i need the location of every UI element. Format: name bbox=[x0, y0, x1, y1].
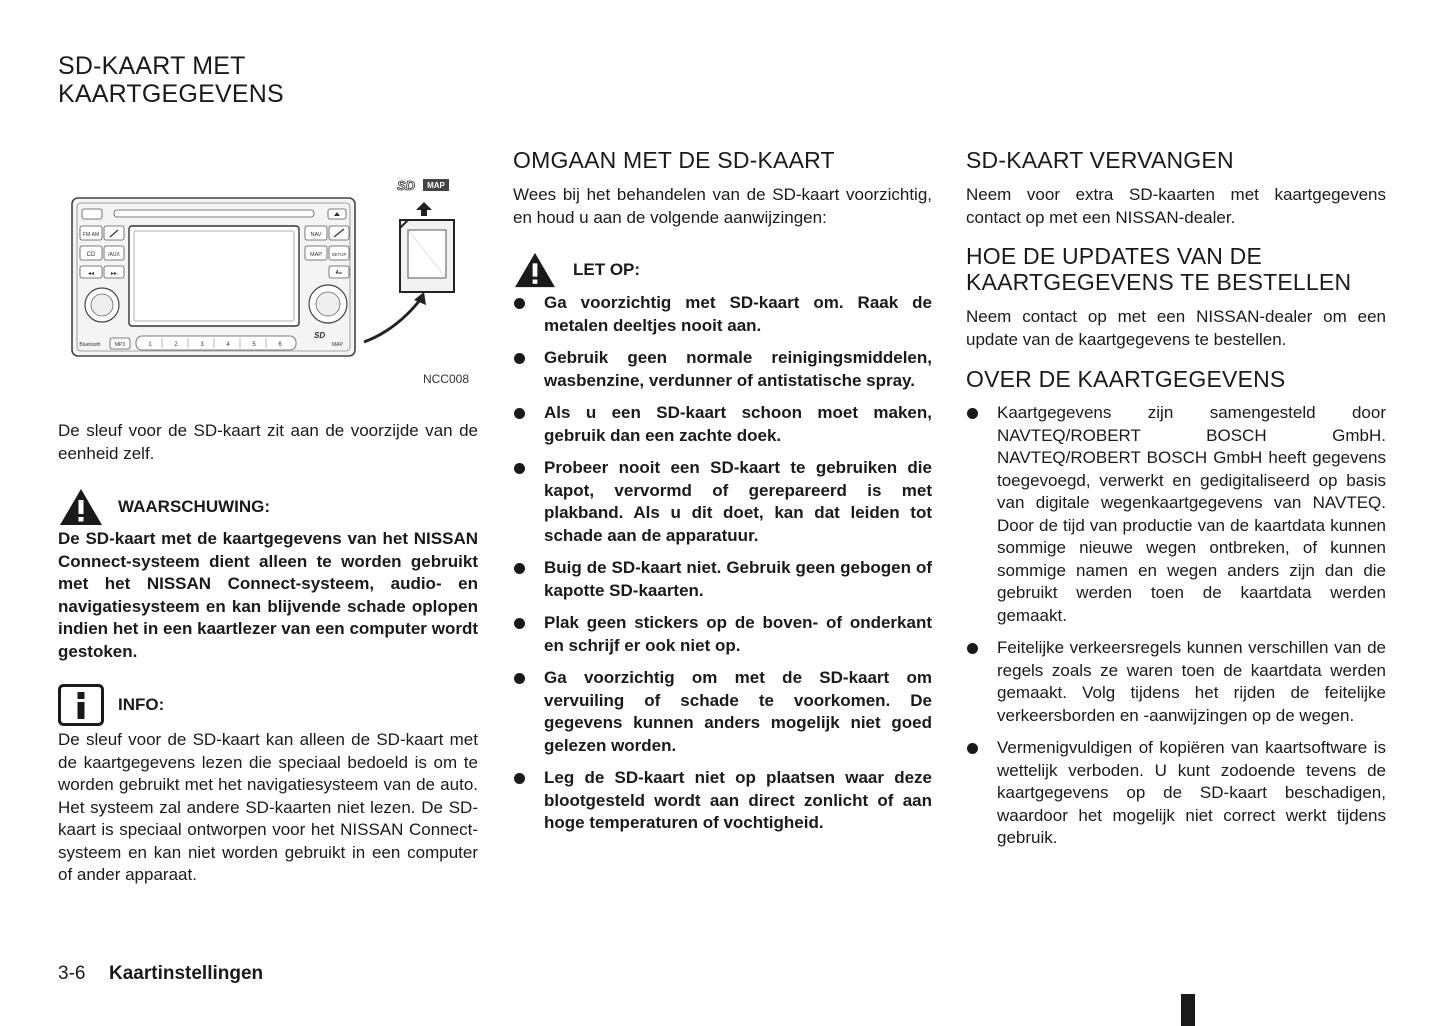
page-title-line2: KAARTGEGEVENS bbox=[58, 80, 284, 108]
preset-2: 2 bbox=[174, 342, 178, 348]
left-intro: De sleuf voor de SD-kaart zit aan de voorzijde van de eenheid zelf. bbox=[58, 421, 478, 463]
preset-5: 5 bbox=[252, 342, 256, 348]
list-item-text: Ga voorzichtig om met de SD-kaart om vervuiling of schade te voorkomen. De gegevens kunnen anders mogelijk niet goed gelezen worden. bbox=[544, 668, 932, 755]
list-item-text: Buig de SD-kaart niet. Gebruik geen gebogen of kapotte SD-kaarten. bbox=[544, 558, 932, 600]
map-button-label: MAP bbox=[310, 252, 322, 258]
updates-heading bbox=[966, 243, 1386, 295]
list-item-text: Feitelijke verkeersregels kunnen verschillen van de regels zoals ze waren toen de kaartdata werden gemaakt. Volg tijdens het rijden de feitelijke verkeersborden en -aanwijzingen op de wegen. bbox=[997, 638, 1386, 725]
curved-arrow-icon bbox=[364, 300, 420, 342]
list-item-text: Kaartgegevens zijn samengesteld door NAVTEQ/ROBERT BOSCH GmbH. NAVTEQ/ROBERT BOSCH GmbH heeft gegevens toegevoegd, verwerkt en gedigitaliseerd op basis van digitale wegenkaartgegevens van NAVTEQ. Door de tijd van productie van de kaartdata kunnen sommige nieuwe wegen ontbreken, of kunnen sommige namen en wegen anders zijn dan die gebruikt werden toen de kaartdata werden gemaakt. bbox=[997, 403, 1386, 625]
preset-6: 6 bbox=[278, 342, 282, 348]
list-item bbox=[513, 667, 932, 757]
bullet-icon bbox=[514, 408, 525, 419]
fm-am-button-label: FM·AM bbox=[82, 232, 100, 238]
caution-list bbox=[513, 292, 932, 845]
bullet-icon bbox=[514, 563, 525, 574]
list-item bbox=[513, 292, 932, 337]
handling-heading: OMGAAN MET DE SD-KAART bbox=[513, 147, 835, 173]
list-item bbox=[966, 637, 1386, 727]
caution-heading bbox=[513, 251, 932, 289]
section-title: Kaartinstellingen bbox=[109, 963, 264, 984]
bullet-icon bbox=[514, 618, 525, 629]
caution-triangle-icon bbox=[513, 251, 557, 289]
figure-caption: NCC008 bbox=[422, 372, 469, 386]
insert-arrow-icon bbox=[416, 202, 432, 216]
warning-heading bbox=[58, 487, 478, 527]
preset-3: 3 bbox=[200, 342, 204, 348]
updates-text: Neem contact op met een NISSAN-dealer om een update van de kaartgegevens te bestellen. bbox=[966, 307, 1386, 349]
list-item-text: Als u een SD-kaart schoon moet maken, gebruik dan een zachte doek. bbox=[544, 403, 932, 445]
warning-label: WAARSCHUWING: bbox=[118, 497, 271, 516]
replace-heading: SD-KAART VERVANGEN bbox=[966, 147, 1234, 173]
list-item-text: Gebruik geen normale reinigingsmiddelen, wasbenzine, verdunner of antistatische spray. bbox=[544, 348, 932, 390]
list-item-text: Vermenigvuldigen of kopiëren van kaartsoftware is wettelijk verboden. U kunt zodoende tevens de kaartgegevens op de SD-kaart beschadigen, waardoor het mogelijk niet correct werkt tijdens gebruik. bbox=[997, 738, 1386, 847]
mp3-label: MP3 bbox=[114, 342, 126, 348]
bullet-icon bbox=[967, 743, 978, 754]
bullet-icon bbox=[514, 673, 525, 684]
list-item-text: Leg de SD-kaart niet op plaatsen waar deze blootgesteld wordt aan direct zonlicht of aan hoge temperaturen of vochtigheid. bbox=[544, 768, 932, 832]
navigation-unit-figure bbox=[66, 172, 476, 392]
mapdata-heading: OVER DE KAARTGEGEVENS bbox=[966, 366, 1286, 392]
warning-triangle-icon bbox=[58, 487, 104, 527]
nav-button-label: NAV bbox=[310, 232, 322, 238]
preset-1: 1 bbox=[148, 342, 152, 348]
info-heading bbox=[58, 684, 478, 726]
info-label: INFO: bbox=[118, 695, 165, 714]
page-number: 3-6 bbox=[58, 963, 86, 984]
bullet-icon bbox=[514, 298, 525, 309]
display-screen bbox=[129, 226, 299, 326]
bullet-icon bbox=[514, 463, 525, 474]
list-item-text: Probeer nooit een SD-kaart te gebruiken die kapot, vervormd of gerepareerd is met plakband. Als u dit doet, kan dat leiden tot schade aan de apparatuur. bbox=[544, 458, 932, 545]
info-icon bbox=[58, 684, 104, 726]
bluetooth-label: Bluetooth bbox=[79, 342, 101, 348]
list-item bbox=[513, 557, 932, 602]
updates-heading-line2: KAARTGEGEVENS TE BESTELLEN bbox=[966, 269, 1352, 295]
svg-text:▸▸: ▸▸ bbox=[110, 271, 118, 277]
mapdata-list bbox=[966, 402, 1386, 860]
page-title-line1: SD-KAART MET bbox=[58, 52, 246, 80]
list-item bbox=[513, 347, 932, 392]
setup-button-label: SETUP bbox=[331, 252, 347, 257]
svg-text:◂◂: ◂◂ bbox=[87, 271, 95, 277]
bullet-icon bbox=[967, 643, 978, 654]
list-item bbox=[513, 612, 932, 657]
sd-logo: SD bbox=[397, 178, 416, 193]
handling-intro: Wees bij het behandelen van de SD-kaart voorzichtig, en houd u aan de volgende aanwijzingen: bbox=[513, 185, 932, 227]
list-item bbox=[513, 402, 932, 447]
list-item-text: Ga voorzichtig met SD-kaart om. Raak de metalen deeltjes nooit aan. bbox=[544, 293, 932, 335]
preset-4: 4 bbox=[226, 342, 230, 348]
map-logo-label: MAP bbox=[427, 181, 445, 190]
list-item bbox=[966, 402, 1386, 627]
warning-text: De SD-kaart met de kaartgegevens van het NISSAN Connect-systeem dient alleen te worden gebruikt met het NISSAN Connect-systeem, audio- en navigatiesysteem en kan blijvende schade oplopen indien het in een kaartlezer van een computer wordt gestoken. bbox=[58, 529, 478, 661]
bullet-icon bbox=[514, 773, 525, 784]
caution-label: LET OP: bbox=[573, 260, 641, 279]
page-title bbox=[58, 52, 284, 108]
svg-text:SD: SD bbox=[314, 331, 326, 340]
list-item bbox=[513, 457, 932, 547]
replace-text: Neem voor extra SD-kaarten met kaartgegevens contact op met een NISSAN-dealer. bbox=[966, 185, 1386, 227]
list-item-text: Plak geen stickers op de boven- of onderkant en schrijf er ook niet op. bbox=[544, 613, 932, 655]
info-text: De sleuf voor de SD-kaart kan alleen de SD-kaart met de kaartgegevens lezen die speciaal bedoeld is om te worden gebruikt met het navigatiesysteem van de auto. Het systeem zal andere SD-kaarten niet lezen. De SD-kaart is speciaal ontworpen voor het NISSAN Connect-systeem en kan niet worden gebruikt in een computer of ander apparaat. bbox=[58, 730, 478, 884]
list-item bbox=[513, 767, 932, 835]
list-item bbox=[966, 737, 1386, 850]
bullet-icon bbox=[514, 353, 525, 364]
aux-button-label: /AUX bbox=[108, 252, 120, 258]
updates-heading-line1: HOE DE UPDATES VAN DE bbox=[966, 243, 1263, 269]
cd-button-label: CD bbox=[86, 252, 96, 258]
bullet-icon bbox=[967, 408, 978, 419]
svg-text:MAP: MAP bbox=[332, 342, 343, 348]
section-tab-marker bbox=[1181, 994, 1195, 1026]
